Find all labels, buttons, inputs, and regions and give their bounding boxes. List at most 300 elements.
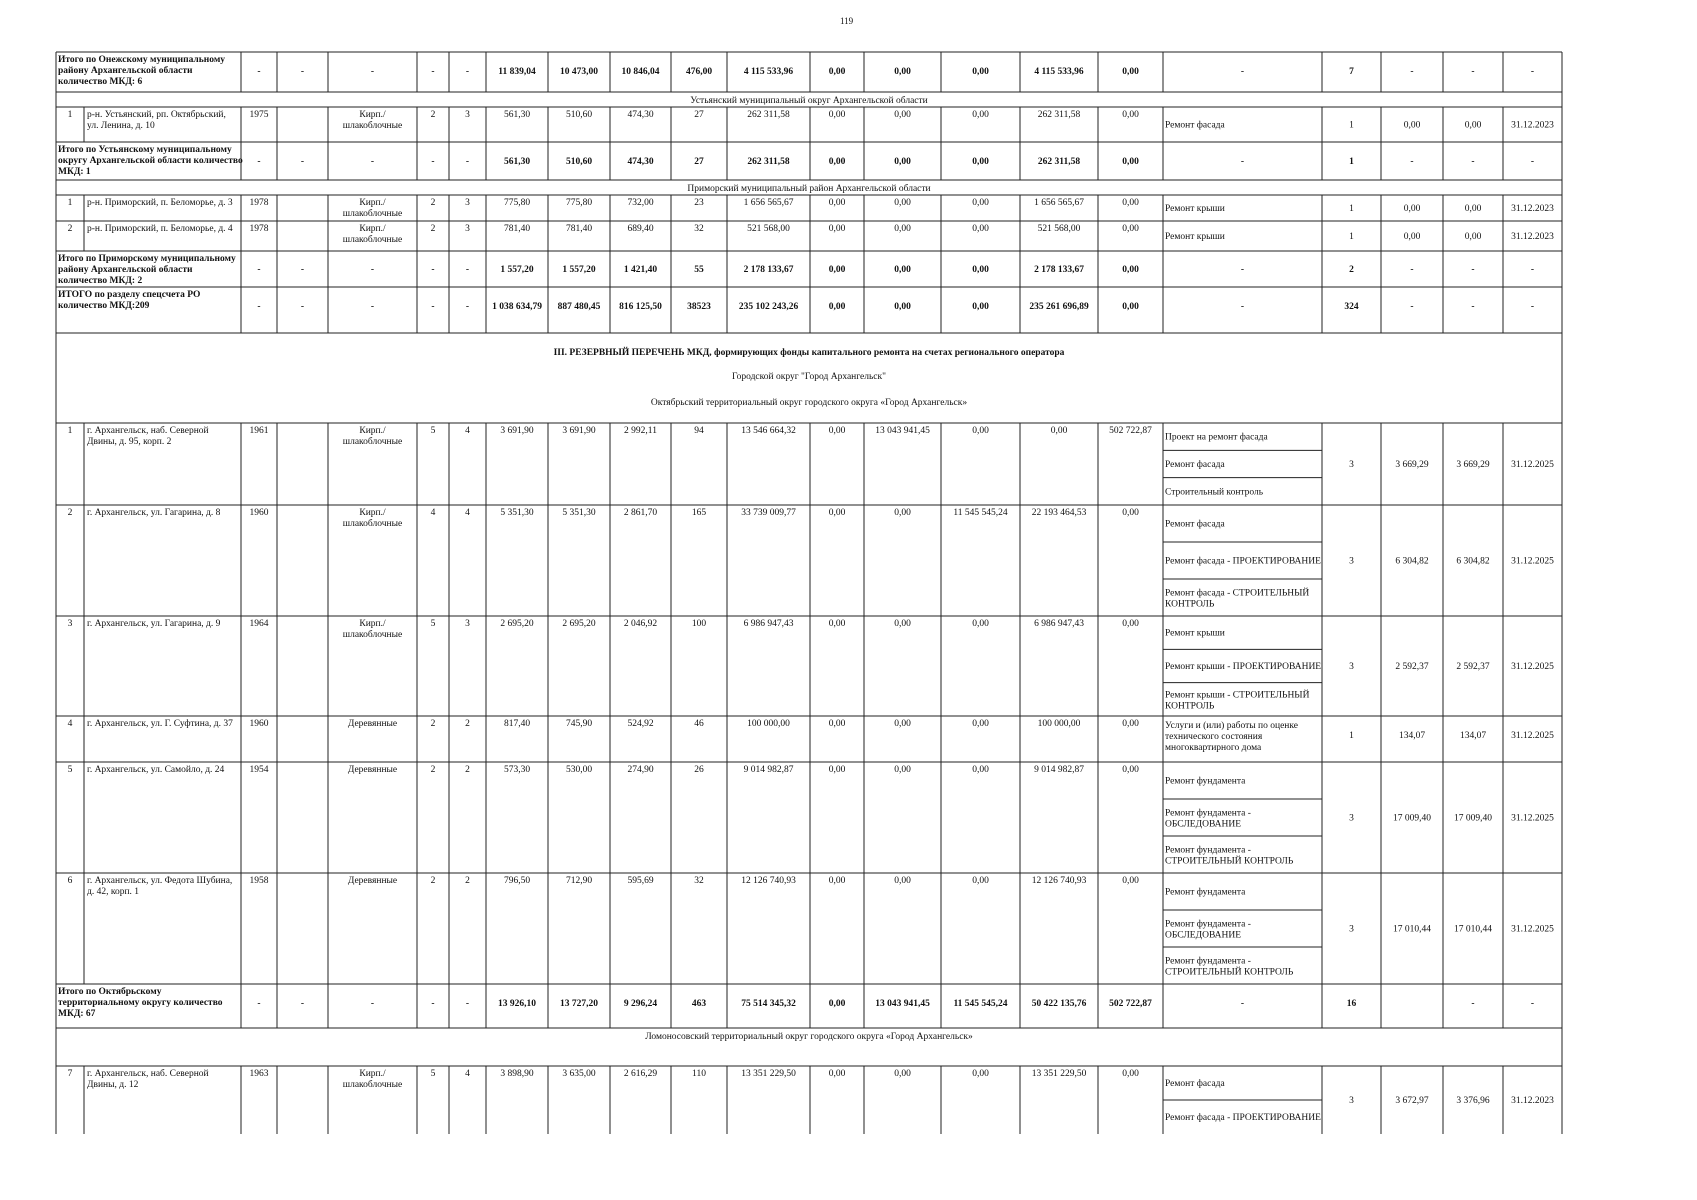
u2-value: 0,00 [1464, 120, 1482, 131]
a2-value: 510,60 [565, 157, 593, 167]
work-type: Ремонт крыши [1165, 204, 1225, 214]
material-text: Кирп./ [359, 110, 386, 120]
f3-value: 0,00 [972, 1069, 989, 1079]
material-text: - [370, 157, 375, 167]
f2-value: 0,00 [894, 157, 911, 167]
u2-value: 0,00 [1464, 204, 1482, 214]
total-value: 100 000,00 [747, 719, 790, 729]
en-value: 3 [465, 619, 470, 629]
address-text: Итого по Октябрьскому [58, 987, 162, 997]
u1-value: 17 010,44 [1393, 924, 1431, 935]
a1-value: 781,40 [503, 224, 531, 234]
f1-value: 0,00 [828, 765, 846, 775]
people-value: 23 [694, 198, 704, 208]
total-value: 1 656 565,67 [743, 198, 794, 208]
cell-text: - [300, 302, 305, 312]
a2-value: 5 351,30 [562, 508, 596, 518]
f5-value: 0,00 [1122, 110, 1139, 120]
date-value: - [1530, 157, 1535, 167]
people-value: 110 [692, 1069, 706, 1079]
year-text: 1958 [249, 876, 269, 886]
material-text: - [370, 999, 375, 1009]
total-value: 262 311,58 [747, 110, 790, 120]
f1-value: 0,00 [828, 224, 846, 234]
fl-value: 2 [430, 110, 436, 120]
en-value: - [465, 67, 470, 77]
date-value: 31.12.2025 [1511, 556, 1554, 567]
address-text: Итого по Приморскому муниципальному [58, 254, 236, 264]
f2-value: 13 043 941,45 [875, 999, 930, 1009]
cell-text: - [300, 999, 305, 1009]
material-text: Кирп./ [359, 198, 386, 208]
f5-value: 502 722,87 [1109, 999, 1152, 1009]
date-value: 31.12.2025 [1511, 813, 1554, 824]
f5-value: 0,00 [1122, 508, 1139, 518]
address-text: г. Архангельск, ул. Самойло, д. 24 [87, 765, 225, 775]
total-value: 262 311,58 [747, 157, 790, 167]
material-text: - [370, 302, 375, 312]
fl-value: - [431, 67, 435, 77]
fl-value: 2 [430, 765, 436, 775]
a3-value: 689,40 [627, 224, 654, 234]
a1-value: 775,80 [503, 198, 531, 208]
u1-value: - [1410, 67, 1414, 77]
cell-text: - [300, 157, 305, 167]
f2-value: 0,00 [894, 1069, 911, 1079]
u2-value: 3 669,29 [1456, 460, 1490, 470]
section-title: Устьянский муниципальный округ Архангельской области [690, 96, 928, 106]
a1-value: 573,30 [503, 765, 531, 775]
u1-value: 134,07 [1398, 731, 1426, 741]
a1-value: 5 351,30 [500, 508, 534, 518]
a3-value: 2 861,70 [623, 508, 658, 518]
f4-value: 50 422 135,76 [1031, 999, 1087, 1009]
material-text: - [370, 265, 375, 275]
f3-value: 11 545 545,24 [953, 508, 1008, 518]
u1-value: 0,00 [1403, 232, 1421, 242]
fl-value: - [431, 302, 435, 312]
f4-value: 9 014 982,87 [1034, 765, 1084, 775]
a1-value: 2 695,20 [500, 619, 534, 629]
work-type: Ремонт фундамента - [1165, 808, 1251, 819]
u2-value: - [1471, 157, 1475, 167]
f5-value: 0,00 [1122, 265, 1139, 275]
f1-value: 0,00 [828, 999, 846, 1009]
total-value: 12 126 740,93 [741, 876, 796, 886]
address-text: г. Архангельск, ул. Гагарина, д. 8 [87, 508, 221, 518]
f3-value: 0,00 [972, 198, 989, 208]
work-type: КОНТРОЛЬ [1165, 599, 1215, 610]
f4-value: 100 000,00 [1037, 719, 1081, 729]
work-type: Ремонт фасада [1165, 1079, 1225, 1089]
f1-value: 0,00 [828, 265, 846, 275]
a2-value: 712,90 [565, 876, 593, 886]
f1-value: 0,00 [828, 67, 846, 77]
address-text: округу Архангельской области количество [58, 156, 243, 166]
f2-value: 0,00 [894, 765, 911, 775]
f2-value: 0,00 [894, 302, 911, 312]
f1-value: 0,00 [828, 619, 846, 629]
material-text: Кирп./ [359, 224, 386, 234]
material-text: шлакоблочные [342, 437, 403, 447]
fl-value: 2 [430, 198, 436, 208]
work-type: - [1240, 67, 1245, 77]
people-value: 27 [694, 110, 704, 120]
fl-value: - [431, 999, 435, 1009]
work-type: Ремонт фундамента [1165, 887, 1246, 898]
f5-value: 0,00 [1122, 619, 1139, 629]
address-text: количество МКД: 2 [58, 276, 143, 286]
f4-value: 262 311,58 [1037, 110, 1081, 120]
material-text: шлакоблочные [342, 519, 403, 529]
f3-value: 0,00 [972, 719, 989, 729]
a1-value: 1 557,20 [500, 265, 534, 275]
material-text: шлакоблочные [342, 630, 403, 640]
total-value: 13 351 229,50 [741, 1069, 796, 1079]
address-text: ИТОГО по разделу спецсчета РО [58, 290, 201, 300]
total-value: 521 568,00 [747, 224, 790, 234]
f4-value: 22 193 464,53 [1031, 508, 1087, 518]
address-text: Двины, д. 12 [87, 1080, 139, 1090]
work-type: ОБСЛЕДОВАНИЕ [1165, 930, 1242, 941]
cnt-value: 1 [1349, 120, 1354, 131]
total-value: 235 102 243,26 [738, 302, 799, 312]
u2-value: - [1471, 302, 1475, 312]
a3-value: 10 846,04 [621, 67, 660, 77]
year-text: - [257, 302, 261, 312]
address-text: Итого по Устьянскому муниципальному [58, 145, 232, 155]
address-text: ул. Ленина, д. 10 [87, 121, 155, 131]
row-number: 1 [67, 198, 73, 208]
en-value: - [465, 302, 470, 312]
u2-value: 6 304,82 [1456, 556, 1490, 567]
f3-value: 0,00 [972, 302, 989, 312]
f5-value: 0,00 [1122, 719, 1139, 729]
people-value: 26 [694, 765, 704, 775]
a3-value: 2 616,29 [623, 1069, 658, 1079]
page-number: 119 [840, 16, 854, 26]
reserve-heading: Городской округ "Город Архангельск" [731, 372, 887, 382]
f5-value: 0,00 [1122, 198, 1139, 208]
date-value: - [1530, 302, 1535, 312]
f5-value: 0,00 [1122, 67, 1139, 77]
cnt-value: 16 [1346, 999, 1357, 1009]
work-type: Ремонт фундамента - [1165, 845, 1251, 856]
cnt-value: 3 [1349, 1096, 1354, 1106]
year-text: 1964 [249, 619, 269, 629]
cnt-value: 3 [1349, 556, 1354, 567]
people-value: 463 [691, 999, 707, 1009]
work-type: - [1240, 265, 1245, 275]
f1-value: 0,00 [828, 876, 846, 886]
work-type: Ремонт крыши - СТРОИТЕЛЬНЫЙ [1165, 690, 1310, 701]
people-value: 32 [694, 876, 704, 886]
f5-value: 0,00 [1122, 224, 1139, 234]
f5-value: 502 722,87 [1109, 426, 1152, 436]
row-number: 3 [67, 619, 73, 629]
f2-value: 0,00 [894, 719, 911, 729]
work-type: Строительный контроль [1165, 487, 1264, 498]
f5-value: 0,00 [1122, 302, 1139, 312]
en-value: 2 [465, 765, 470, 775]
people-value: 100 [691, 619, 707, 629]
total-value: 2 178 133,67 [743, 265, 794, 275]
f4-value: 521 568,00 [1037, 224, 1081, 234]
f1-value: 0,00 [828, 198, 846, 208]
en-value: - [465, 265, 470, 275]
reserve-heading: III. РЕЗЕРВНЫЙ ПЕРЕЧЕНЬ МКД, формирующих фонды капитального ремонта на счетах регионального оператора [553, 348, 1065, 358]
work-type: - [1240, 999, 1245, 1009]
work-type: Ремонт фасада - ПРОЕКТИРОВАНИЕ [1165, 1113, 1321, 1123]
f4-value: 262 311,58 [1037, 157, 1081, 167]
address-text: р-н. Приморский, п. Беломорье, д. 4 [87, 224, 233, 234]
f4-value: 2 178 133,67 [1034, 265, 1084, 275]
address-text: г. Архангельск, наб. Северной [87, 1069, 209, 1079]
f3-value: 0,00 [972, 224, 989, 234]
address-text: количество МКД: 6 [58, 77, 143, 87]
u1-value: 17 009,40 [1393, 813, 1431, 824]
a1-value: 3 691,90 [500, 426, 534, 436]
a1-value: 796,50 [503, 876, 531, 886]
year-text: - [257, 999, 261, 1009]
f4-value: 13 351 229,50 [1031, 1069, 1087, 1079]
address-text: д. 42, корп. 1 [87, 887, 140, 897]
year-text: 1978 [249, 198, 269, 208]
people-value: 27 [694, 157, 704, 167]
cnt-value: 3 [1349, 924, 1354, 935]
a2-value: 3 691,90 [562, 426, 596, 436]
u2-value: 134,07 [1459, 731, 1487, 741]
address-text: территориальному округу количество [58, 998, 223, 1008]
row-number: 4 [67, 719, 73, 729]
work-type: Проект на ремонт фасада [1165, 432, 1268, 443]
year-text: - [257, 157, 261, 167]
u2-value: 2 592,37 [1456, 662, 1490, 672]
en-value: 3 [465, 198, 470, 208]
u2-value: - [1471, 999, 1475, 1009]
address-text: Двины, д. 95, корп. 2 [87, 437, 172, 447]
date-value: 31.12.2025 [1511, 924, 1554, 935]
year-text: 1960 [249, 719, 269, 729]
address-text: району Архангельской области [58, 265, 193, 275]
f2-value: 0,00 [894, 110, 911, 120]
en-value: - [465, 157, 470, 167]
u2-value: - [1471, 67, 1475, 77]
work-type: Ремонт фасада - СТРОИТЕЛЬНЫЙ [1165, 588, 1310, 599]
cell-text: - [300, 67, 305, 77]
people-value: 476,00 [685, 67, 713, 77]
fl-value: - [431, 265, 435, 275]
fl-value: - [431, 157, 435, 167]
section-title: Приморский муниципальный район Архангельской области [687, 184, 931, 194]
people-value: 94 [694, 426, 704, 436]
address-text: г. Архангельск, наб. Северной [87, 426, 209, 436]
address-text: р-н. Приморский, п. Беломорье, д. 3 [87, 198, 233, 208]
a2-value: 887 480,45 [557, 302, 601, 312]
cnt-value: 1 [1349, 204, 1354, 214]
a3-value: 474,30 [627, 110, 654, 120]
address-text: количество МКД:209 [58, 301, 150, 311]
u1-value: 6 304,82 [1395, 556, 1429, 567]
f1-value: 0,00 [828, 110, 846, 120]
f1-value: 0,00 [828, 1069, 846, 1079]
work-type: Ремонт крыши [1165, 628, 1225, 639]
a1-value: 1 038 634,79 [492, 302, 542, 312]
work-type: Ремонт фасада [1165, 120, 1225, 131]
address-text: г. Архангельск, ул. Г. Суфтина, д. 37 [87, 719, 233, 729]
f2-value: 0,00 [894, 67, 911, 77]
f2-value: 0,00 [894, 508, 911, 518]
row-number: 2 [67, 224, 73, 234]
u1-value: - [1410, 157, 1414, 167]
f3-value: 11 545 545,24 [953, 999, 1008, 1009]
a2-value: 745,90 [565, 719, 593, 729]
material-text: Деревянные [347, 765, 398, 775]
material-text: Кирп./ [359, 619, 386, 629]
f2-value: 0,00 [894, 265, 911, 275]
f5-value: 0,00 [1122, 765, 1139, 775]
row-number: 6 [67, 876, 73, 886]
people-value: 55 [694, 265, 704, 275]
fl-value: 2 [430, 876, 436, 886]
a3-value: 732,00 [627, 198, 654, 208]
en-value: 4 [465, 426, 470, 436]
cnt-value: 3 [1349, 460, 1354, 470]
f5-value: 0,00 [1122, 157, 1139, 167]
reserve-heading: Октябрьский территориальный округ городского округа «Город Архангельск» [650, 398, 968, 408]
f5-value: 0,00 [1122, 1069, 1139, 1079]
material-text: Кирп./ [359, 508, 386, 518]
work-type: Ремонт фасада [1165, 460, 1225, 470]
cnt-value: 3 [1349, 813, 1354, 824]
material-text: Деревянные [347, 719, 398, 729]
a3-value: 274,90 [627, 765, 654, 775]
address-text: району Архангельской области [58, 66, 193, 76]
work-type: ОБСЛЕДОВАНИЕ [1165, 819, 1242, 830]
fl-value: 2 [430, 224, 436, 234]
f4-value: 6 986 947,43 [1034, 619, 1084, 629]
material-text: шлакоблочные [342, 121, 403, 131]
row-number: 7 [67, 1069, 73, 1079]
en-value: - [465, 999, 470, 1009]
a3-value: 2 046,92 [623, 619, 658, 629]
f3-value: 0,00 [972, 265, 989, 275]
total-value: 6 986 947,43 [743, 619, 794, 629]
address-text: р-н. Устьянский, рп. Октябрьский, [87, 110, 226, 120]
a3-value: 9 296,24 [623, 999, 658, 1009]
f2-value: 0,00 [894, 224, 911, 234]
work-type: Ремонт фасада - ПРОЕКТИРОВАНИЕ [1165, 556, 1321, 567]
year-text: 1961 [249, 426, 269, 436]
cnt-value: 324 [1344, 302, 1359, 312]
a3-value: 2 992,11 [624, 426, 657, 436]
address-text: г. Архангельск, ул. Гагарина, д. 9 [87, 619, 221, 629]
a1-value: 561,30 [503, 157, 531, 167]
year-text: 1975 [249, 110, 269, 120]
fl-value: 4 [430, 508, 436, 518]
u2-value: 3 376,96 [1456, 1096, 1490, 1106]
total-value: 4 115 533,96 [743, 67, 794, 77]
date-value: 31.12.2025 [1511, 731, 1554, 741]
f4-value: 1 656 565,67 [1034, 198, 1084, 208]
total-value: 9 014 982,87 [743, 765, 794, 775]
work-type: СТРОИТЕЛЬНЫЙ КОНТРОЛЬ [1165, 967, 1294, 978]
work-type: - [1240, 157, 1245, 167]
year-text: 1978 [249, 224, 269, 234]
a1-value: 11 839,04 [498, 67, 536, 77]
f2-value: 0,00 [894, 198, 911, 208]
year-text: - [257, 67, 261, 77]
address-text: г. Архангельск, ул. Федота Шубина, [87, 876, 233, 886]
f3-value: 0,00 [972, 619, 989, 629]
f3-value: 0,00 [972, 876, 989, 886]
year-text: 1954 [249, 765, 269, 775]
f1-value: 0,00 [828, 508, 846, 518]
row-number: 2 [67, 508, 73, 518]
total-value: 75 514 345,32 [741, 999, 796, 1009]
u2-value: - [1471, 265, 1475, 275]
work-type: многоквартирного дома [1165, 743, 1262, 753]
u1-value: 3 669,29 [1395, 460, 1429, 470]
cnt-value: 7 [1349, 67, 1354, 77]
a3-value: 474,30 [627, 157, 654, 167]
f1-value: 0,00 [828, 157, 846, 167]
date-value: 31.12.2025 [1511, 460, 1554, 470]
date-value: 31.12.2023 [1511, 1096, 1554, 1106]
row-number: 1 [67, 426, 73, 436]
work-type: Ремонт крыши [1165, 232, 1225, 242]
u1-value: 3 672,97 [1395, 1096, 1429, 1106]
fl-value: 5 [430, 426, 436, 436]
a3-value: 1 421,40 [623, 265, 658, 275]
year-text: 1963 [249, 1069, 269, 1079]
work-type: Ремонт фасада [1165, 519, 1225, 530]
a1-value: 13 926,10 [498, 999, 536, 1009]
u1-value: 0,00 [1403, 204, 1421, 214]
a2-value: 775,80 [565, 198, 593, 208]
f4-value: 0,00 [1050, 426, 1068, 436]
u2-value: 17 009,40 [1454, 813, 1492, 824]
f1-value: 0,00 [828, 302, 846, 312]
f2-value: 0,00 [894, 619, 911, 629]
f3-value: 0,00 [972, 426, 989, 436]
a2-value: 3 635,00 [562, 1069, 596, 1079]
section-title: Ломоносовский территориальный округ городского округа «Город Архангельск» [645, 1032, 973, 1042]
a2-value: 781,40 [565, 224, 593, 234]
material-text: Кирп./ [359, 1069, 386, 1079]
work-type: Ремонт крыши - ПРОЕКТИРОВАНИЕ [1165, 662, 1322, 672]
date-value: - [1530, 67, 1535, 77]
en-value: 3 [465, 224, 470, 234]
cnt-value: 3 [1349, 662, 1354, 672]
address-text: МКД: 67 [58, 1009, 96, 1019]
f3-value: 0,00 [972, 110, 989, 120]
row-number: 5 [67, 765, 73, 775]
cnt-value: 1 [1349, 731, 1354, 741]
fl-value: 5 [430, 1069, 436, 1079]
f4-value: 4 115 533,96 [1034, 67, 1084, 77]
a3-value: 816 125,50 [619, 302, 662, 312]
work-type: Ремонт фундамента [1165, 776, 1246, 787]
date-value: - [1530, 265, 1535, 275]
address-text: МКД: 1 [58, 167, 91, 177]
date-value: 31.12.2023 [1511, 204, 1554, 214]
u2-value: 0,00 [1464, 232, 1482, 242]
a3-value: 524,92 [627, 719, 654, 729]
total-value: 13 546 664,32 [741, 426, 796, 436]
work-type: - [1240, 302, 1245, 312]
a2-value: 1 557,20 [562, 265, 596, 275]
